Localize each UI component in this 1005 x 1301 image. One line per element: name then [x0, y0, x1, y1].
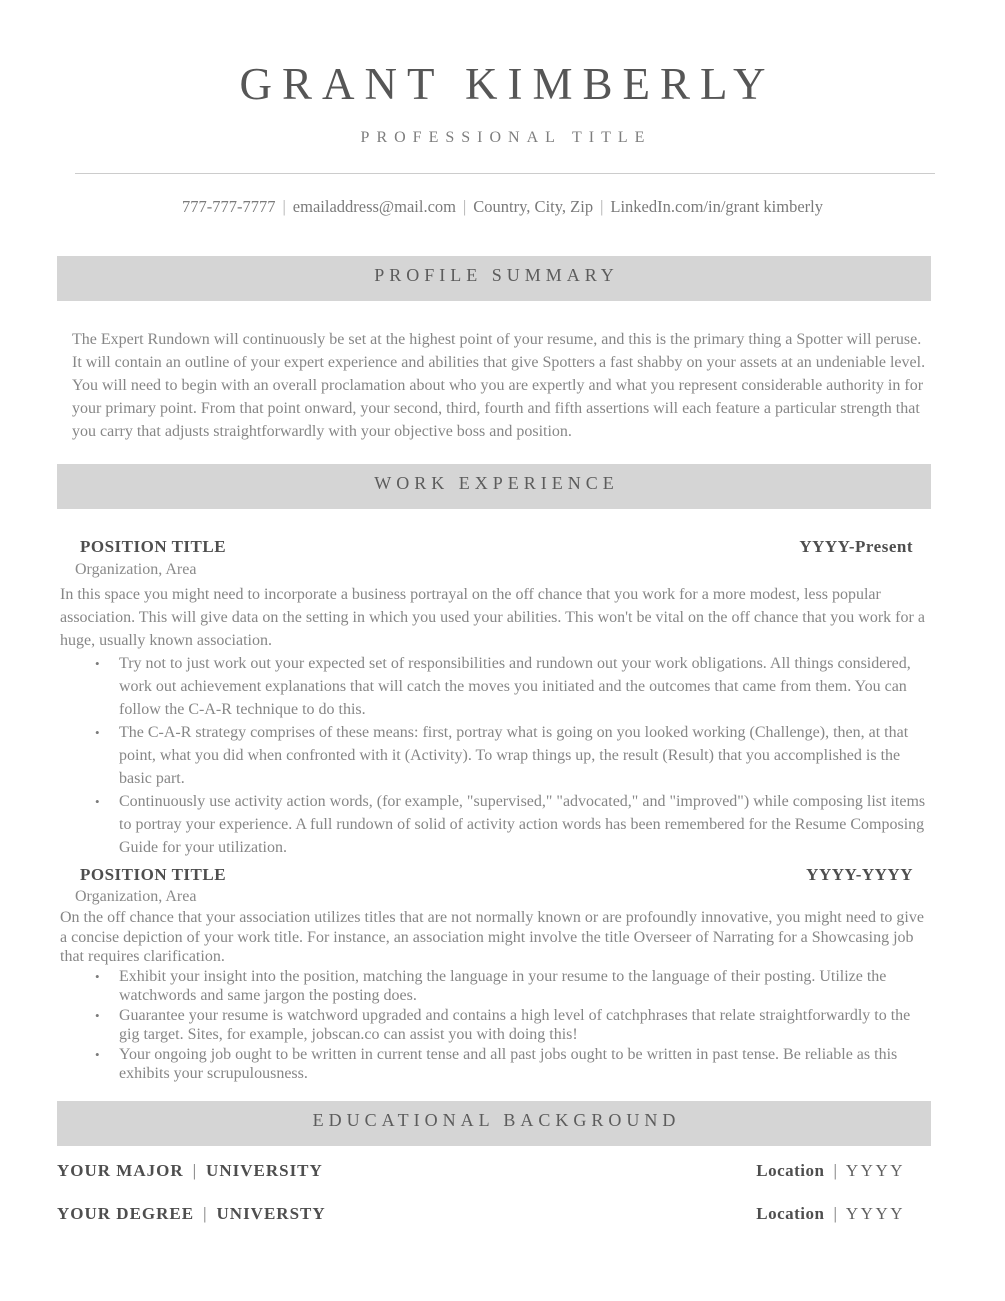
profile-summary-paragraph: The Expert Rundown will continuously be set at the highest point of your resume, and this is the primary thing a Spotter will peruse. It will contain an outline of your expert experience and abilities that give Spotters a fast shabby on your assets at an undeniable level. You will need to begin with an overall proclamation about who you are expertly and what you represent considerable authority in for your primary point. From that point onward, your second, third, fourth and fifth assertions will each feature a particular strength that you carry that adjusts straightforwardly with your objective boss and position. — [72, 331, 926, 440]
education-entry-2 — [57, 1203, 905, 1225]
list-item — [0, 652, 928, 721]
contact-separator: | — [600, 197, 604, 216]
list-item — [0, 721, 928, 790]
bullet-icon: • — [95, 968, 100, 984]
job-dates: YYYY-YYYY — [806, 865, 913, 884]
education-location-year — [756, 1160, 905, 1182]
job-organization: Organization, Area — [75, 888, 197, 905]
education-degree: YOUR DEGREE — [57, 1203, 195, 1223]
education-entry-1 — [57, 1160, 905, 1182]
education-separator: | — [833, 1160, 837, 1180]
bullet-text: The C-A-R strategy comprises of these means: first, portray what is going on you looked working (Challenge), then, at that point, what you did when confronted with it (Activity). To wrap things up, the result (Result) that you accomplished is the basic part. — [119, 724, 909, 787]
bullet-text: Try not to just work out your expected set of responsibilities and rundown out your work obligations. All things considered, work out achievement explanations that will catch the moves you initiated and the outcomes that came from them. You can follow the C-A-R technique to do this. — [119, 655, 911, 718]
phone-number: 777-777-7777 — [181, 197, 276, 216]
section-heading-work-experience: WORK EXPERIENCE — [57, 464, 931, 509]
list-item — [0, 1045, 928, 1084]
location-text: Country, City, Zip — [473, 197, 594, 216]
bullet-text: Guarantee your resume is watchword upgraded and contains a high level of catchphrases that relate straightforwardly to the gig target. Sites, for example, jobscan.co can assist you with doing this! — [119, 1006, 911, 1043]
job-organization: Organization, Area — [75, 561, 197, 578]
list-item — [0, 967, 928, 1006]
section-heading-profile-summary: PROFILE SUMMARY — [57, 256, 931, 301]
education-separator: | — [833, 1203, 837, 1223]
contact-line — [0, 196, 1005, 218]
job-description: In this space you might need to incorporate a business portrayal on the off chance that you work for a more modest, less popular association. This will give data on the setting in which you used your abilities. This won't be vital on the off chance that you work for a huge, usually known association. — [60, 586, 925, 649]
bullet-text: Your ongoing job ought to be written in current tense and all past jobs ought to be written in past tense. Be reliable as this exhibits your scrupulousness. — [119, 1045, 898, 1082]
education-school: UNIVERSTY — [216, 1203, 326, 1223]
linkedin-url: LinkedIn.com/in/grant kimberly — [610, 197, 824, 216]
education-degree-school — [57, 1203, 326, 1225]
education-degree-school — [57, 1160, 323, 1182]
job-entry-1 — [0, 535, 1005, 859]
candidate-name: GRANT KIMBERLY — [239, 59, 776, 109]
bullet-icon: • — [95, 656, 100, 671]
education-separator: | — [192, 1160, 198, 1180]
contact-separator: | — [462, 197, 467, 216]
bullet-icon: • — [95, 794, 100, 809]
education-major: YOUR MAJOR — [57, 1160, 184, 1180]
job-title-row — [80, 863, 913, 886]
bullet-icon: • — [95, 1007, 100, 1023]
education-year: YYYY — [845, 1203, 905, 1223]
education-separator: | — [203, 1203, 208, 1223]
education-location: Location — [756, 1160, 825, 1180]
list-item — [0, 1006, 928, 1045]
bullet-text: Exhibit your insight into the position, matching the language in your resume to the language of their posting. Utilize the watchwords and same jargon the posting does. — [119, 967, 887, 1004]
education-year: YYYY — [845, 1160, 905, 1180]
list-item — [0, 790, 928, 859]
job-entry-2 — [0, 863, 1005, 1084]
education-location-year — [756, 1203, 905, 1225]
education-location: Location — [756, 1203, 825, 1223]
job-bullet-list — [0, 652, 928, 859]
job-description: On the off chance that your association utilizes titles that are not normally known or are profoundly innovative, you might need to give a concise depiction of your work title. For instance, an association might involve the title Overseer of Narrating for a Showcasing job that requires clarification. — [60, 909, 924, 965]
education-school: UNIVERSITY — [206, 1160, 323, 1180]
job-title: POSITION TITLE — [80, 537, 227, 556]
job-bullet-list — [0, 967, 928, 1084]
header-divider — [75, 173, 935, 174]
professional-title: PROFESSIONAL TITLE — [360, 129, 652, 146]
bullet-icon: • — [95, 1046, 100, 1062]
bullet-icon: • — [95, 725, 100, 740]
job-title: POSITION TITLE — [80, 865, 227, 884]
section-heading-educational-background: EDUCATIONAL BACKGROUND — [57, 1101, 931, 1146]
contact-separator: | — [282, 197, 286, 216]
email-address: emailaddress@mail.com — [292, 197, 456, 216]
bullet-text: Continuously use activity action words, (for example, "supervised," "advocated," and "improved") while composing list items to portray your experience. A full rundown of solid of activity action words has been remembered for the Resume Composing Guide for your utilization. — [119, 793, 926, 856]
job-dates: YYYY-Present — [799, 537, 913, 556]
job-title-row — [80, 535, 913, 558]
